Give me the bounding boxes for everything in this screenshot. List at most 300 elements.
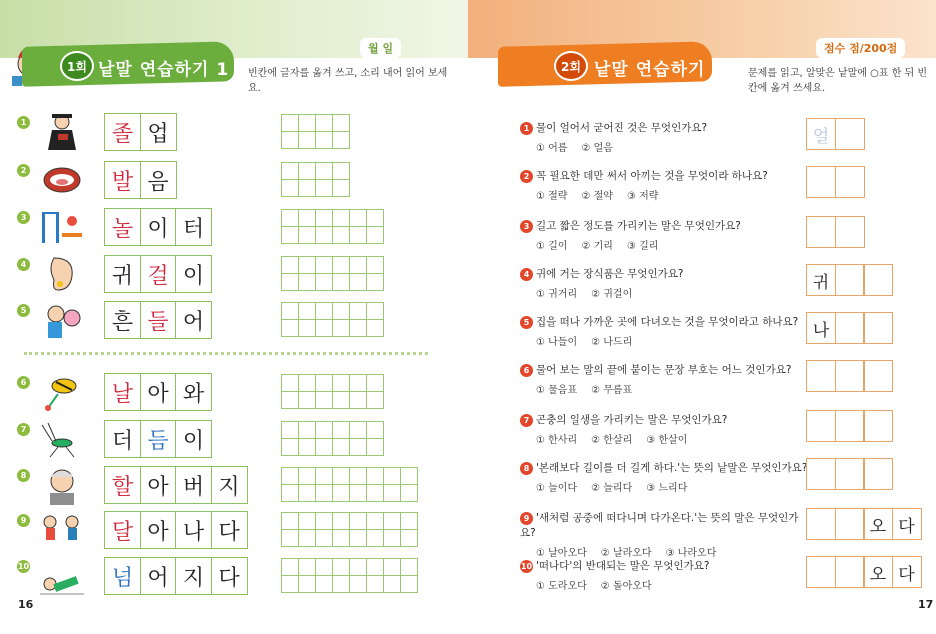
section-divider [24,352,428,355]
grid-cell[interactable] [366,302,384,320]
answer-option[interactable]: ③ 길리 [626,241,659,252]
question-number: 8 [520,462,533,475]
answer-option[interactable]: ① 물음표 [536,385,578,396]
page-title: 낱말 연습하기 1 [98,60,230,80]
answer-box[interactable] [835,166,865,198]
answer-boxes[interactable] [806,166,865,198]
question-item [520,314,810,348]
question-text: 길고 짧은 정도를 가리키는 말은 무엇인가요? [536,220,741,232]
answer-option[interactable]: ③ 저략 [626,191,659,202]
grid-cell[interactable] [332,131,350,149]
grid-cell[interactable] [315,179,333,197]
answer-option[interactable]: ② 돌아오다 [600,581,652,592]
word-char: 터 [175,208,212,246]
word-cells [104,373,212,411]
answer-boxes[interactable] [806,458,893,490]
grid-cell[interactable] [281,319,299,337]
answer-box[interactable] [835,216,865,248]
grid-cell[interactable] [383,467,401,485]
answer-box[interactable] [835,508,865,540]
word-char: 흔 [104,301,141,339]
grid-cell[interactable] [281,114,299,132]
word-char: 이 [175,255,212,293]
grid-cell[interactable] [349,302,367,320]
question-item [520,120,810,154]
word-char: 할 [104,466,141,504]
grid-cell[interactable] [298,575,316,593]
answer-box[interactable]: 오 [863,556,893,588]
word-char: 듬 [140,420,177,458]
writing-grid[interactable] [282,209,384,244]
question-text: 귀에 거는 장식품은 무엇인가요? [536,268,684,280]
grid-cell[interactable] [298,512,316,530]
grid-cell[interactable] [383,575,401,593]
answer-option[interactable]: ③ 한살이 [646,435,688,446]
answer-option[interactable]: ② 한살리 [591,435,633,446]
grid-cell[interactable] [332,226,350,244]
grid-cell[interactable] [366,256,384,274]
illustration-icon [38,556,86,596]
grid-cell[interactable] [298,391,316,409]
word-char: 음 [140,161,177,199]
writing-grid[interactable] [282,374,384,409]
answer-options [520,333,810,348]
word-char: 지 [175,557,212,595]
illustration-icon [38,207,86,247]
grid-cell[interactable] [366,319,384,337]
grid-cell[interactable] [298,529,316,547]
answer-option[interactable]: ② 날라오다 [600,548,652,559]
writing-grid[interactable] [282,114,350,149]
answer-box[interactable] [806,216,836,248]
word-cells [104,511,248,549]
answer-box[interactable]: 귀 [806,264,836,296]
answer-box[interactable]: 다 [892,556,922,588]
grid-cell[interactable] [281,179,299,197]
grid-cell[interactable] [315,421,333,439]
question-item [520,510,810,559]
date-field[interactable]: 월 일 [360,38,401,58]
grid-cell[interactable] [332,273,350,291]
answer-box[interactable] [806,556,836,588]
grid-cell[interactable] [281,131,299,149]
illustration-icon [38,419,86,459]
answer-box[interactable] [835,118,865,150]
grid-cell[interactable] [332,438,350,456]
answer-box[interactable] [863,264,893,296]
answer-option[interactable]: ② 기리 [581,241,613,252]
word-char: 졸 [104,113,141,151]
grid-cell[interactable] [298,179,316,197]
grid-cell[interactable] [298,131,316,149]
grid-cell[interactable] [281,421,299,439]
answer-box[interactable] [806,458,836,490]
answer-options [520,544,810,559]
answer-box[interactable]: 오 [863,508,893,540]
answer-box[interactable]: 나 [806,312,836,344]
answer-boxes[interactable] [806,216,865,248]
answer-options [520,381,810,396]
grid-cell[interactable] [315,558,333,576]
grid-cell[interactable] [298,302,316,320]
grid-cell[interactable] [298,162,316,180]
grid-cell[interactable] [332,575,350,593]
answer-box[interactable] [806,166,836,198]
grid-cell[interactable] [349,438,367,456]
grid-cell[interactable] [366,374,384,392]
answer-option[interactable]: ② 늘리다 [591,483,633,494]
page-number-2: 17 [918,598,934,611]
question-number: 5 [520,316,533,329]
grid-cell[interactable] [315,302,333,320]
word-char: 걸 [140,255,177,293]
answer-options [520,139,810,154]
answer-box[interactable] [835,312,865,344]
grid-cell[interactable] [366,558,384,576]
answer-box[interactable] [835,458,865,490]
answer-option[interactable]: ① 도라오다 [536,581,587,592]
answer-option[interactable]: ① 한사리 [536,435,578,446]
grid-cell[interactable] [332,374,350,392]
question-text: 물어 보는 말의 끝에 붙이는 문장 부호는 어느 것인가요? [536,364,792,376]
grid-cell[interactable] [400,512,418,530]
practice-row [0,254,468,294]
grid-cell[interactable] [383,484,401,502]
grid-cell[interactable] [332,162,350,180]
row-number: 2 [17,164,30,177]
grid-cell[interactable] [332,179,350,197]
answer-boxes[interactable] [806,410,893,442]
grid-cell[interactable] [332,114,350,132]
grid-cell[interactable] [349,256,367,274]
answer-option[interactable]: ② 얼음 [581,143,613,154]
grid-cell[interactable] [281,256,299,274]
grid-cell[interactable] [298,114,316,132]
word-cells [104,301,212,339]
answer-option[interactable]: ② 나드리 [591,337,633,348]
answer-boxes[interactable] [806,264,893,296]
answer-option[interactable]: ① 길이 [536,241,568,252]
grid-cell[interactable] [315,529,333,547]
grid-cell[interactable] [315,162,333,180]
grid-cell[interactable] [332,512,350,530]
grid-cell[interactable] [332,467,350,485]
grid-cell[interactable] [349,558,367,576]
grid-cell[interactable] [281,302,299,320]
grid-cell[interactable] [315,226,333,244]
question-number: 6 [520,364,533,377]
answer-box[interactable] [863,410,893,442]
answer-box[interactable] [863,312,893,344]
question-text: '떠나다'의 반대되는 말은 무엇인가요? [536,560,710,572]
answer-option[interactable]: ② 무름표 [591,385,633,396]
grid-cell[interactable] [366,209,384,227]
question-number: 1 [520,122,533,135]
answer-box[interactable] [863,360,893,392]
grid-cell[interactable] [315,575,333,593]
writing-grid[interactable] [282,467,418,502]
grid-cell[interactable] [400,558,418,576]
question-item [520,168,810,202]
grid-cell[interactable] [332,256,350,274]
answer-option[interactable]: ② 귀걸이 [591,289,633,300]
question-number: 4 [520,268,533,281]
grid-cell[interactable] [298,484,316,502]
grid-cell[interactable] [383,558,401,576]
word-cells [104,208,212,246]
grid-cell[interactable] [366,438,384,456]
illustration-icon [38,372,86,412]
answer-box[interactable]: 다 [892,508,922,540]
answer-options [520,431,810,446]
grid-cell[interactable] [315,209,333,227]
grid-cell[interactable] [298,558,316,576]
word-char: 이 [140,208,177,246]
word-char: 들 [140,301,177,339]
word-char: 넘 [104,557,141,595]
grid-cell[interactable] [281,575,299,593]
grid-cell[interactable] [366,467,384,485]
grid-cell[interactable] [281,438,299,456]
illustration-icon [38,160,86,200]
answer-option[interactable]: ① 절략 [536,191,568,202]
grid-cell[interactable] [281,209,299,227]
row-number: 8 [17,469,30,482]
grid-cell[interactable] [281,273,299,291]
grid-cell[interactable] [400,575,418,593]
illustration-icon [38,254,86,294]
instruction-text-2: 문제를 읽고, 알맞은 낱말에 ○표 한 뒤 빈칸에 옮겨 쓰세요. [748,68,928,94]
question-number: 9 [520,512,533,525]
row-number: 4 [17,258,30,271]
word-cells [104,113,177,151]
grid-cell[interactable] [281,484,299,502]
word-cells [104,466,248,504]
answer-boxes[interactable] [806,556,922,588]
grid-cell[interactable] [349,391,367,409]
grid-cell[interactable] [349,374,367,392]
word-char: 아 [140,466,177,504]
illustration-icon [38,510,86,550]
answer-boxes[interactable] [806,118,865,150]
grid-cell[interactable] [281,374,299,392]
row-number: 9 [17,514,30,527]
row-number: 7 [17,423,30,436]
answer-option[interactable]: ① 늘이다 [536,483,578,494]
practice-row [0,207,468,247]
question-text: '본래보다 길이를 더 길게 하다.'는 뜻의 낱말은 무엇인가요? [536,462,808,474]
grid-cell[interactable] [281,226,299,244]
grid-cell[interactable] [298,421,316,439]
answer-box[interactable] [835,360,865,392]
grid-cell[interactable] [366,529,384,547]
answer-box[interactable] [863,458,893,490]
grid-cell[interactable] [332,209,350,227]
writing-grid[interactable] [282,558,418,593]
grid-cell[interactable] [366,226,384,244]
grid-cell[interactable] [332,391,350,409]
illustration-icon [38,465,86,505]
grid-cell[interactable] [315,131,333,149]
grid-cell[interactable] [315,391,333,409]
question-text: 곤충의 일생을 가리키는 말은 무엇인가요? [536,414,728,426]
answer-boxes[interactable] [806,508,922,540]
grid-cell[interactable] [281,558,299,576]
grid-cell[interactable] [332,529,350,547]
grid-cell[interactable] [298,374,316,392]
grid-cell[interactable] [315,484,333,502]
question-text: 물이 얼어서 굳어진 것은 무엇인가요? [536,122,708,134]
answer-box[interactable] [835,410,865,442]
grid-cell[interactable] [366,512,384,530]
grid-cell[interactable] [366,421,384,439]
grid-cell[interactable] [332,421,350,439]
answer-option[interactable]: ① 어름 [536,143,568,154]
answer-option[interactable]: ③ 느리다 [646,483,688,494]
grid-cell[interactable] [281,529,299,547]
practice-row [0,300,468,340]
answer-box[interactable] [806,410,836,442]
writing-grid[interactable] [282,421,384,456]
grid-cell[interactable] [349,226,367,244]
page-title-2: 낱말 연습하기 2 [594,60,726,80]
answer-box[interactable] [806,360,836,392]
page-number: 16 [18,598,34,611]
grid-cell[interactable] [383,529,401,547]
answer-options [520,577,810,592]
grid-cell[interactable] [281,162,299,180]
grid-cell[interactable] [349,273,367,291]
question-number: 3 [520,220,533,233]
grid-cell[interactable] [349,512,367,530]
answer-box[interactable] [835,556,865,588]
grid-cell[interactable] [315,256,333,274]
grid-cell[interactable] [349,421,367,439]
grid-cell[interactable] [349,467,367,485]
writing-grid[interactable] [282,512,418,547]
grid-cell[interactable] [298,438,316,456]
grid-cell[interactable] [315,374,333,392]
grid-cell[interactable] [400,529,418,547]
answer-boxes[interactable] [806,360,893,392]
answer-boxes[interactable] [806,312,893,344]
grid-cell[interactable] [298,226,316,244]
grid-cell[interactable] [315,512,333,530]
question-number: 10 [520,561,533,571]
grid-cell[interactable] [315,319,333,337]
answer-box[interactable]: 얼 [806,118,836,150]
word-char: 더 [104,420,141,458]
grid-cell[interactable] [400,484,418,502]
word-cells [104,161,177,199]
answer-option[interactable]: ① 나들이 [536,337,578,348]
grid-cell[interactable] [281,512,299,530]
word-char: 아 [140,373,177,411]
grid-cell[interactable] [366,391,384,409]
practice-row [0,372,468,412]
answer-option[interactable]: ① 귀거리 [536,289,578,300]
answer-option[interactable]: ③ 나라오다 [665,548,717,559]
word-cells [104,255,212,293]
question-text: 꼭 필요한 데만 써서 아끼는 것을 무엇이라 하나요? [536,170,768,182]
grid-cell[interactable] [332,319,350,337]
illustration-icon [38,112,86,152]
practice-row [0,510,468,550]
grid-cell[interactable] [281,467,299,485]
writing-grid[interactable] [282,302,384,337]
grid-cell[interactable] [298,209,316,227]
grid-cell[interactable] [349,575,367,593]
grid-cell[interactable] [298,273,316,291]
word-char: 달 [104,511,141,549]
writing-grid[interactable] [282,256,384,291]
answer-options [520,187,810,202]
answer-options [520,237,810,252]
grid-cell[interactable] [332,302,350,320]
grid-cell[interactable] [298,467,316,485]
word-char: 나 [175,511,212,549]
practice-row [0,160,468,200]
grid-cell[interactable] [332,558,350,576]
word-char: 업 [140,113,177,151]
grid-cell[interactable] [349,319,367,337]
word-char: 어 [175,301,212,339]
answer-options [520,285,810,300]
grid-cell[interactable] [366,575,384,593]
grid-cell[interactable] [315,273,333,291]
grid-cell[interactable] [349,484,367,502]
grid-cell[interactable] [349,529,367,547]
writing-grid[interactable] [282,162,350,197]
row-number: 1 [17,116,30,129]
grid-cell[interactable] [400,467,418,485]
grid-cell[interactable] [349,209,367,227]
grid-cell[interactable] [281,391,299,409]
grid-cell[interactable] [315,114,333,132]
grid-cell[interactable] [298,256,316,274]
question-item [520,218,810,252]
session-badge: 1회 [60,51,94,81]
row-number: 5 [17,304,30,317]
question-number: 7 [520,414,533,427]
question-text: 집을 떠나 가까운 곳에 다녀오는 것을 무엇이라고 하나요? [536,316,799,328]
word-char: 지 [211,466,248,504]
session-badge-2: 2회 [554,51,588,81]
row-number: 3 [17,211,30,224]
answer-option[interactable]: ① 날아오다 [536,548,587,559]
answer-box[interactable] [806,508,836,540]
word-cells [104,420,212,458]
grid-cell[interactable] [332,484,350,502]
grid-cell[interactable] [366,484,384,502]
grid-cell[interactable] [315,467,333,485]
grid-cell[interactable] [366,273,384,291]
score-field[interactable]: 점수 점/200점 [816,38,905,58]
word-char: 어 [140,557,177,595]
illustration-icon [38,300,86,340]
question-item [520,412,810,446]
word-char: 버 [175,466,212,504]
word-char: 다 [211,511,248,549]
word-cells [104,557,248,595]
grid-cell[interactable] [315,438,333,456]
answer-option[interactable]: ② 절약 [581,191,613,202]
grid-cell[interactable] [383,512,401,530]
grid-cell[interactable] [298,319,316,337]
practice-row [0,465,468,505]
answer-box[interactable] [835,264,865,296]
question-item [520,266,810,300]
